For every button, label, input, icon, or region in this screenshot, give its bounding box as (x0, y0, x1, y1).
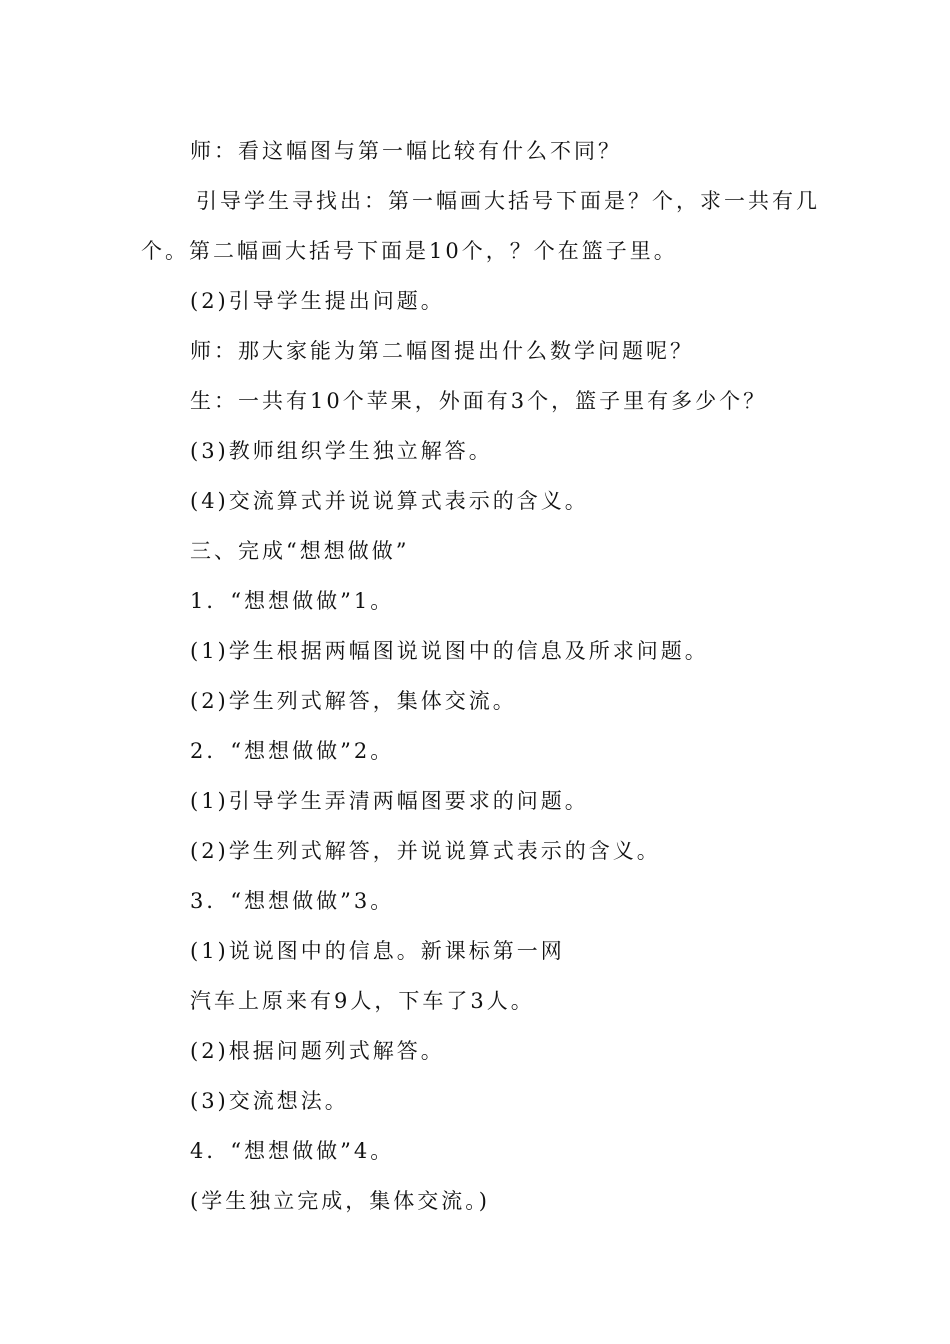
text-line: (1)引导学生弄清两幅图要求的问题。 (190, 789, 589, 813)
text-line: 生：一共有10个苹果，外面有3个，篮子里有多少个？ (190, 389, 768, 413)
text-line: (2)学生列式解答，并说说算式表示的含义。 (190, 839, 661, 863)
text-line: (4)交流算式并说说算式表示的含义。 (190, 489, 589, 513)
text-line: (学生独立完成，集体交流。) (190, 1189, 490, 1213)
text-line: 师：那大家能为第二幅图提出什么数学问题呢？ (190, 339, 694, 363)
text-line: (1)说说图中的信息。新课标第一网 (190, 939, 565, 963)
text-line: 师：看这幅图与第一幅比较有什么不同？ (190, 139, 622, 163)
text-line: 个。第二幅画大括号下面是10个，？个在篮子里。 (141, 239, 678, 263)
text-line: 4．“想想做做”4。 (190, 1139, 395, 1163)
text-line: (3)交流想法。 (190, 1089, 349, 1113)
text-line: (1)学生根据两幅图说说图中的信息及所求问题。 (190, 639, 709, 663)
text-line: (3)教师组织学生独立解答。 (190, 439, 493, 463)
text-line: (2)学生列式解答，集体交流。 (190, 689, 517, 713)
text-line: 1．“想想做做”1。 (190, 589, 395, 613)
text-line: 汽车上原来有9人，下车了3人。 (190, 989, 535, 1013)
section-heading: 三、完成“想想做做” (190, 539, 410, 563)
text-line: 引导学生寻找出：第一幅画大括号下面是？个，求一共有几 (196, 189, 820, 213)
text-line: 2．“想想做做”2。 (190, 739, 395, 763)
text-line: 3．“想想做做”3。 (190, 889, 395, 913)
text-line: (2)根据问题列式解答。 (190, 1039, 445, 1063)
text-line: (2)引导学生提出问题。 (190, 289, 445, 313)
